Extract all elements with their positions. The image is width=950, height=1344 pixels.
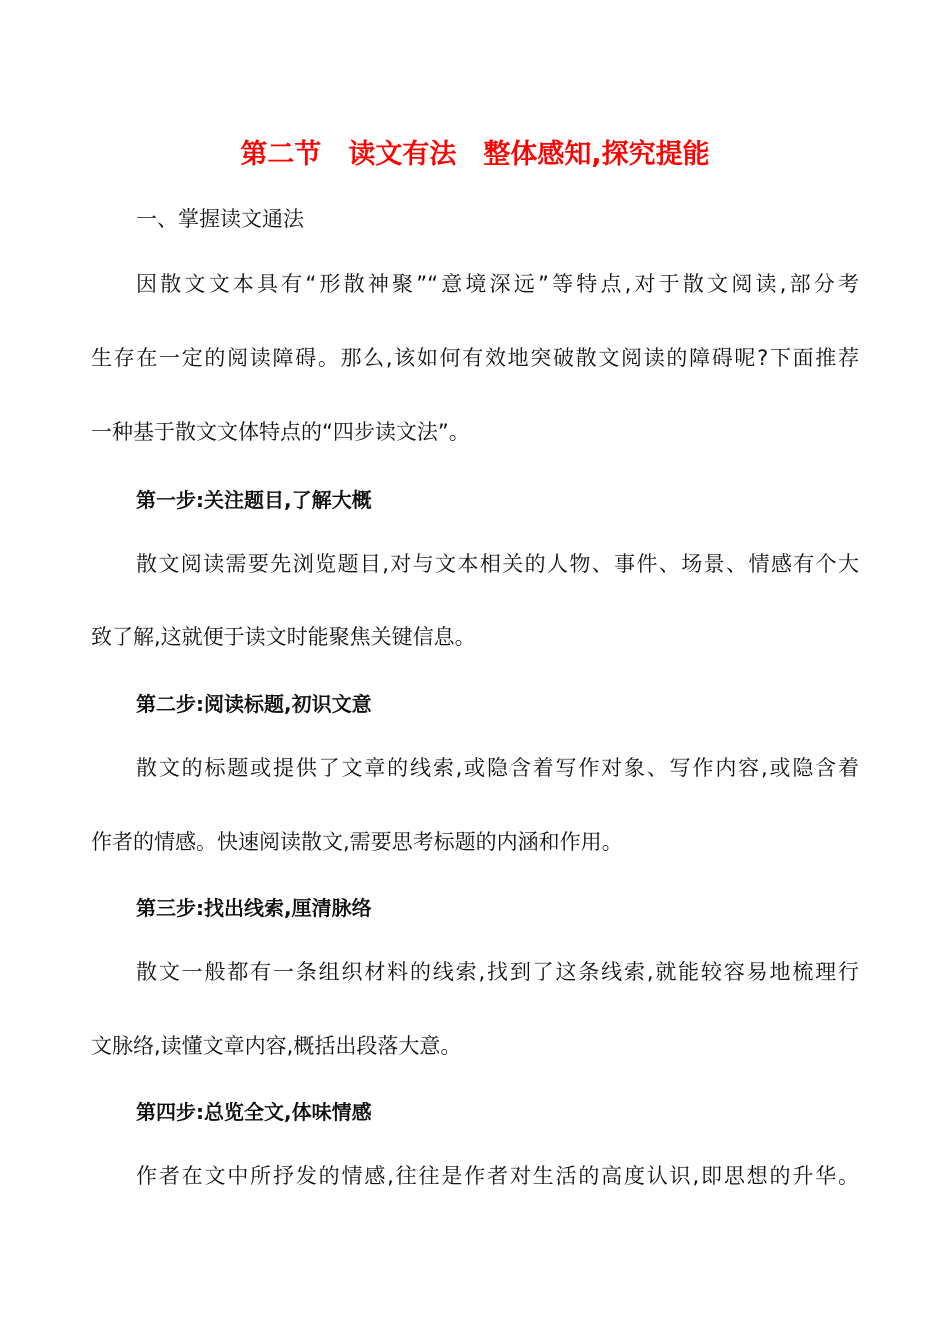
intro-line-2: 生存在一定的阅读障碍。那么,该如何有效地突破散文阅读的障碍呢?下面推荐 [91,346,859,370]
step4-heading: 第四步:总览全文,体味情感 [136,1100,372,1124]
step1-line-2: 致了解,这就便于读文时能聚焦关键信息。 [91,625,476,649]
step3-line-1: 散文一般都有一条组织材料的线索,找到了这条线索,就能较容易地梳理行 [136,960,859,984]
step2-heading: 第二步:阅读标题,初识文意 [136,692,372,716]
intro-line-3: 一种基于散文文体特点的“四步读文法”。 [91,420,470,444]
intro-line-1: 因散文文本具有“形散神聚”“意境深远”等特点,对于散文阅读,部分考 [136,272,859,296]
step2-line-2: 作者的情感。快速阅读散文,需要思考标题的内涵和作用。 [91,830,623,854]
step4-line-1: 作者在文中所抒发的情感,往往是作者对生活的高度认识,即思想的升华。 [136,1164,859,1188]
page-title: 第二节 读文有法 整体感知,探究提能 [240,139,710,170]
step3-line-2: 文脉络,读懂文章内容,概括出段落大意。 [91,1034,462,1058]
step3-heading: 第三步:找出线索,厘清脉络 [136,896,372,920]
step1-heading: 第一步:关注题目,了解大概 [136,488,372,512]
section-heading: 一、掌握读文通法 [136,207,304,231]
step1-line-1: 散文阅读需要先浏览题目,对与文本相关的人物、事件、场景、情感有个大 [136,552,859,576]
step2-line-1: 散文的标题或提供了文章的线索,或隐含着写作对象、写作内容,或隐含着 [136,756,859,780]
